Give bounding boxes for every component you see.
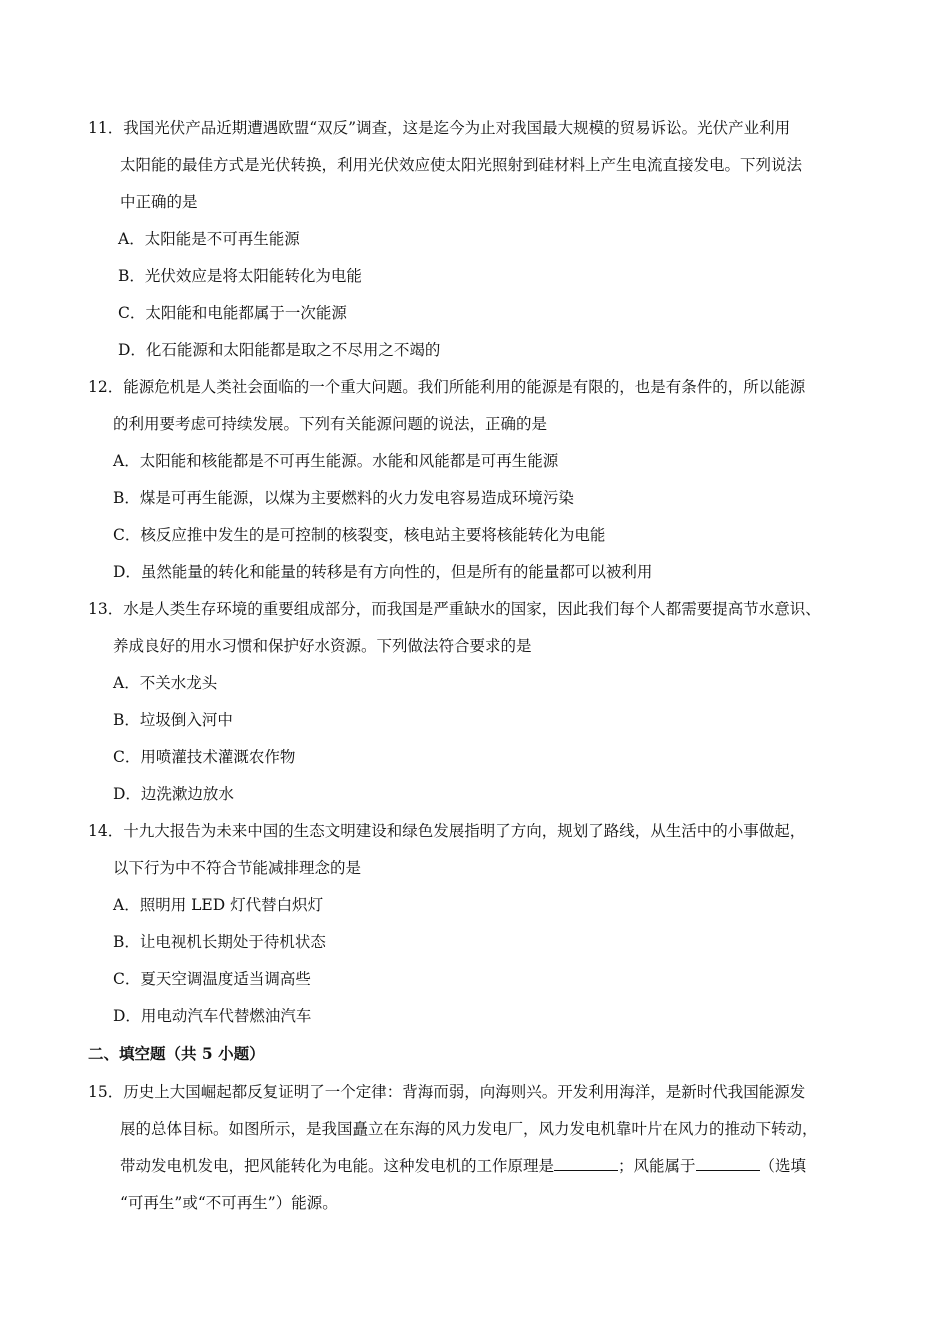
answer-blank-1[interactable] <box>554 1156 618 1171</box>
q11-option-d: D．化石能源和太阳能都是取之不尽用之不竭的 <box>118 341 441 359</box>
q13-option-c: C．用喷灌技术灌溉农作物 <box>113 748 296 766</box>
q13-line2: 养成良好的用水习惯和保护好水资源。下列做法符合要求的是 <box>113 637 532 655</box>
q13-line1: 13．水是人类生存环境的重要组成部分，而我国是严重缺水的国家，因此我们每个人都需要提高节水意识、 <box>88 600 821 618</box>
q12-option-b: B．煤是可再生能源，以煤为主要燃料的火力发电容易造成环境污染 <box>113 489 574 507</box>
q13-option-b: B．垃圾倒入河中 <box>113 711 233 729</box>
q11-option-a: A．太阳能是不可再生能源 <box>118 230 300 248</box>
q14-option-a: A．照明用 LED 灯代替白炽灯 <box>113 896 324 914</box>
q11-line3: 中正确的是 <box>120 193 198 211</box>
q13-option-a: A．不关水龙头 <box>113 674 218 692</box>
q12-option-d: D．虽然能量的转化和能量的转移是有方向性的，但是所有的能量都可以被利用 <box>113 563 653 581</box>
q15-line2: 展的总体目标。如图所示，是我国矗立在东海的风力发电厂，风力发电机靠叶片在风力的推动下转动， <box>120 1120 818 1138</box>
q14-line2: 以下行为中不符合节能减排理念的是 <box>113 859 362 877</box>
q14-option-b: B．让电视机长期处于待机状态 <box>113 933 326 951</box>
q11-line2: 太阳能的最佳方式是光伏转换，利用光伏效应使太阳光照射到硅材料上产生电流直接发电。下列说法 <box>120 156 803 174</box>
q12-option-a: A．太阳能和核能都是不可再生能源。水能和风能都是可再生能源 <box>113 452 559 470</box>
q15-line3 <box>120 1148 806 1185</box>
q15-line4: “可再生”或“不可再生”）能源。 <box>120 1194 338 1212</box>
q12-option-c: C．核反应推中发生的是可控制的核裂变，核电站主要将核能转化为电能 <box>113 526 606 544</box>
q15-line3-part1: 带动发电机发电，把风能转化为电能。这种发电机的工作原理是 <box>120 1157 555 1175</box>
q14-option-c: C．夏天空调温度适当调高些 <box>113 970 311 988</box>
q15-line3-part2: ；风能属于 <box>618 1157 696 1175</box>
section-heading-fill-in: 二、填空题（共 5 小题） <box>88 1044 265 1063</box>
q11-option-c: C．太阳能和电能都属于一次能源 <box>118 304 347 322</box>
q13-option-d: D．边洗漱边放水 <box>113 785 234 803</box>
q14-option-d: D．用电动汽车代替燃油汽车 <box>113 1007 312 1025</box>
q14-line1: 14．十九大报告为未来中国的生态文明建设和绿色发展指明了方向，规划了路线，从生活中的小事做起， <box>88 822 806 840</box>
q15-line3-part3: （选填 <box>759 1157 807 1175</box>
q12-line1: 12．能源危机是人类社会面临的一个重大问题。我们所能利用的能源是有限的，也是有条件的，所以能源 <box>88 378 806 396</box>
q11-line1: 11．我国光伏产品近期遭遇欧盟“双反”调查，这是迄今为止对我国最大规模的贸易诉讼。光伏产业利用 <box>88 119 791 137</box>
q11-option-b: B．光伏效应是将太阳能转化为电能 <box>118 267 362 285</box>
q15-line1: 15．历史上大国崛起都反复证明了一个定律：背海而弱，向海则兴。开发利用海洋，是新时代我国能源发 <box>88 1083 806 1101</box>
answer-blank-2[interactable] <box>696 1156 760 1171</box>
q12-line2: 的利用要考虑可持续发展。下列有关能源问题的说法，正确的是 <box>113 415 548 433</box>
